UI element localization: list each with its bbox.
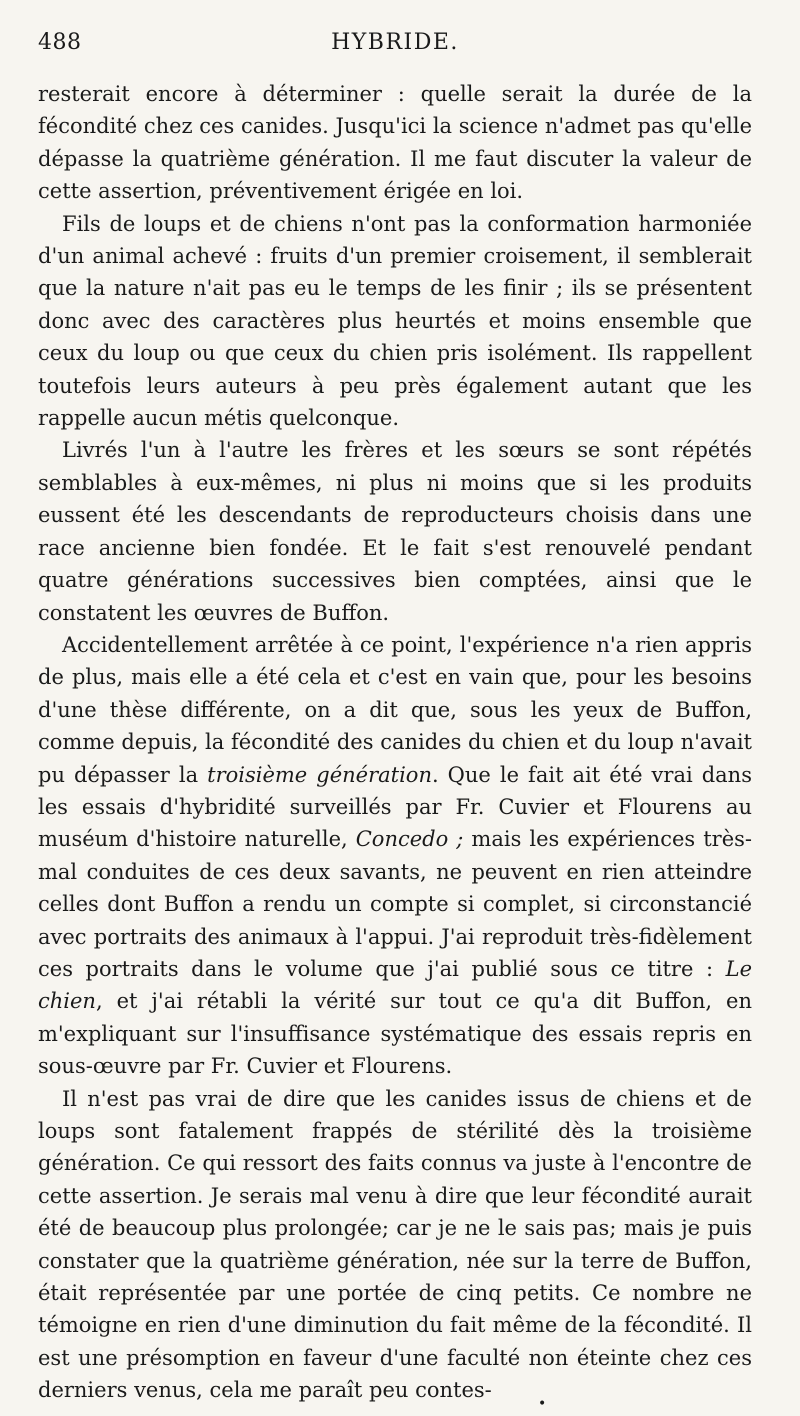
italic-text: Le chien [38, 956, 752, 1014]
text-run: Fils de loups et de chiens n'ont pas la conformation harmoniée d'un animal achevé : fruits d'un premier croisement, il semblerait que la nature n'ait pas eu le temps de les finir ; ils se présentent donc avec des caractères plus heurtés et moins ensemble que ceux du loup ou que ceux du chien pris isolément. Ils rappellent toutefois leurs auteurs à peu près également autant que les rappelle aucun métis quelconque. [38, 211, 752, 431]
text-run: , et j'ai rétabli la vérité sur tout ce qu'a dit Buffon, en m'expliquant sur l'insuffisance systématique des essais repris en sous-œuvre par Fr. Cuvier et Flourens. [38, 989, 752, 1079]
italic-text: troisième génération [207, 762, 432, 787]
italic-text: Concedo ; [355, 827, 464, 852]
text-run: Livrés l'un à l'autre les frères et les sœurs se sont répétés semblables à eux-mêmes, ni plus ni moins que si les produits eussent été les descendants de reproducteurs choisis dans une race ancienne bien fondée. Et le fait s'est renouvelé pendant quatre générations successives bien comptées, ainsi que le constatent les œuvres de Buffon. [38, 438, 752, 625]
text-run: resterait encore à déterminer : quelle serait la durée de la fécondité chez ces canides. Jusqu'ici la science n'admet pas qu'elle dépasse la quatrième génération. Il me faut discuter la valeur de cette assertion, préventivement érigée en loi. [38, 82, 752, 204]
paragraph [38, 434, 752, 628]
paragraph [38, 208, 752, 435]
page-number: 488 [38, 30, 82, 55]
running-header [38, 30, 752, 78]
body-text [38, 78, 752, 1407]
text-run: mais les expériences très-mal conduites de ces deux savants, ne peuvent en rien atteindre celles dont Buffon a rendu un compte si complet, si circonstancié avec portraits des animaux à l'appui. J'ai reproduit très-fidèlement ces portraits dans le volume que j'ai publié sous ce titre : [38, 827, 752, 981]
paragraph [38, 1083, 752, 1407]
running-title: HYBRIDE. [331, 30, 459, 55]
signature-mark: • [538, 1396, 547, 1412]
text-run: Il n'est pas vrai de dire que les canides issus de chiens et de loups sont fatalement frappés de stérilité dès la troisième génération. Ce qui ressort des faits connus va juste à l'encontre de cette assertion. Je serais mal venu à dire que leur fécondité aurait été de beaucoup plus prolongée; car je ne le sais pas; mais je puis constater que la quatrième génération, née sur la terre de Buffon, était représentée par une portée de cinq petits. Ce nombre ne témoigne en rien d'une diminution du fait même de la fécondité. Il est une présomption en faveur d'une faculté non éteinte chez ces derniers venus, cela me paraît peu contes- [38, 1086, 752, 1403]
text-run: Accidentellement arrêtée à ce point, l'expérience n'a rien appris de plus, mais elle a été cela et c'est en vain que, pour les besoins d'une thèse différente, on a dit que, sous les yeux de Buffon, comme depuis, la fécondité des canides du chien et du loup n'avait pu dépasser la [38, 632, 752, 787]
text-run: . Que le fait ait été vrai dans les essais d'hybridité surveillés par Fr. Cuvier et Flourens au muséum d'histoire naturelle, [38, 762, 752, 852]
paragraph [38, 629, 752, 1083]
paragraph [38, 78, 752, 208]
